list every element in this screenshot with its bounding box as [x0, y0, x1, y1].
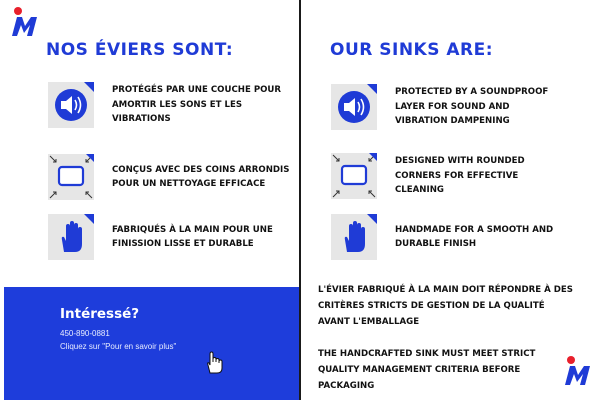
hand-cursor-icon [204, 351, 224, 375]
feature-handmade-en [331, 214, 565, 260]
feature-text: FABRIQUÉS À LA MAIN POUR UNE FINISSION LISSE ET DURABLE [112, 224, 273, 249]
speaker-icon [331, 84, 377, 130]
hand-icon [48, 214, 94, 260]
contact-cta [4, 287, 299, 400]
speaker-icon [48, 82, 94, 128]
hand-icon [331, 214, 377, 260]
rounded-corners-icon [48, 154, 94, 200]
feature-corners-fr [48, 154, 302, 200]
learn-more-link[interactable]: Cliquez sur "Pour en savoir plus" [60, 342, 177, 351]
feature-soundproof-en [331, 84, 565, 130]
feature-text: DESIGNED WITH ROUNDED CORNERS FOR EFFECTIVE CLEANING [395, 156, 525, 196]
rounded-corners-icon [331, 153, 377, 199]
feature-text: HANDMADE FOR A SMOOTH AND DURABLE FINISH [395, 224, 554, 249]
feature-corners-en [331, 153, 565, 199]
feature-text: CONÇUS AVEC DES COINS ARRONDIS POUR UN NETTOYAGE EFFICACE [112, 164, 290, 189]
quality-note-fr: L'ÉVIER FABRIQUÉ À LA MAIN DOIT RÉPONDRE À DES CRITÈRES STRICTS DE GESTION DE LA QUALITÉ AVANT L'EMBALLAGE [318, 285, 573, 327]
quality-note-en: THE HANDCRAFTED SINK MUST MEET STRICT QUALITY MANAGEMENT CRITERIA BEFORE PACKAGING [318, 349, 536, 391]
column-divider [299, 0, 301, 400]
cta-title: Intéressé? [60, 306, 140, 322]
feature-handmade-fr [48, 214, 302, 260]
brand-logo [10, 6, 40, 38]
french-heading: NOS ÉVIERS SONT: [46, 40, 234, 60]
phone-number[interactable]: 450-890-0881 [60, 329, 110, 338]
english-heading: OUR SINKS ARE: [330, 40, 494, 60]
feature-soundproof-fr [48, 82, 302, 128]
feature-text: PROTÉGÉS PAR UNE COUCHE POUR AMORTIR LES SONS ET LES VIBRATIONS [112, 85, 282, 125]
feature-text: PROTECTED BY A SOUNDPROOF LAYER FOR SOUND AND VIBRATION DAMPENING [395, 87, 549, 127]
brand-logo [563, 355, 593, 387]
